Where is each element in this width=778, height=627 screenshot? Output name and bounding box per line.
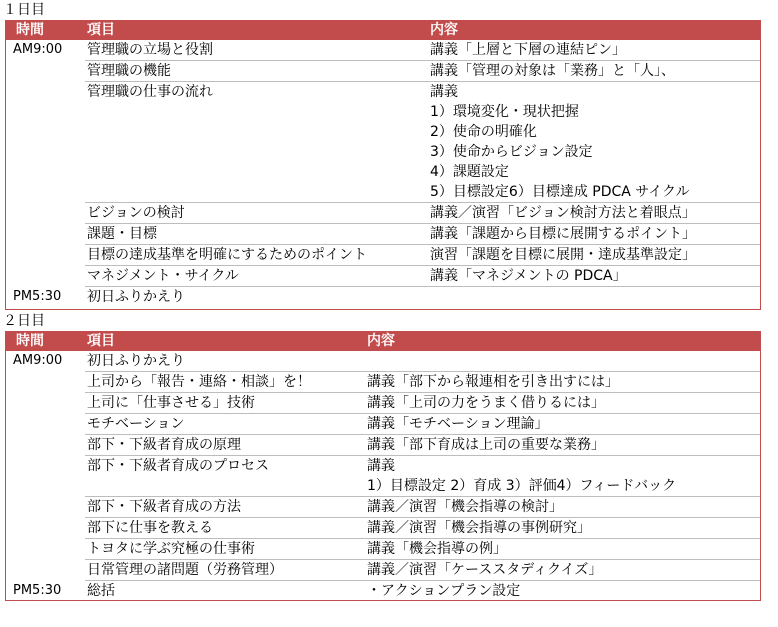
table-row bbox=[6, 61, 760, 82]
time-cell: PM5:30 bbox=[13, 583, 62, 598]
content-line: 演習「課題を目標に展開・達成基準設定」 bbox=[430, 247, 696, 263]
content-cell bbox=[367, 539, 507, 559]
content-cell bbox=[367, 560, 602, 580]
header-time: 時間 bbox=[16, 22, 44, 38]
item-cell: 管理職の立場と役割 bbox=[87, 42, 213, 58]
day2-schedule-table bbox=[5, 331, 761, 601]
content-line: ・アクションプラン設定 bbox=[367, 583, 521, 599]
day1-table-header bbox=[6, 21, 760, 40]
time-cell: AM9:00 bbox=[13, 353, 63, 368]
day1-title: １日目 bbox=[3, 2, 45, 18]
content-line: 講義／演習「機会指導の検討」 bbox=[367, 499, 563, 515]
content-cell bbox=[367, 581, 520, 601]
item-cell: 部下・下級者育成の原理 bbox=[87, 437, 241, 453]
content-line: 3）使命からビジョン設定 bbox=[430, 144, 593, 160]
content-line: 講義／演習「機会指導の事例研究」 bbox=[367, 520, 591, 536]
item-cell: モチベーション bbox=[87, 416, 185, 432]
content-line: 講義「マネジメントの PDCA」 bbox=[430, 268, 627, 284]
day2-table-header bbox=[6, 332, 760, 351]
item-cell: 管理職の機能 bbox=[87, 63, 171, 79]
content-cell bbox=[367, 435, 605, 455]
content-line: 講義「課題から目標に展開するポイント」 bbox=[430, 226, 696, 242]
content-line: 2）使命の明確化 bbox=[430, 124, 537, 140]
content-line: 講義／演習「ビジョン検討方法と着眼点」 bbox=[430, 205, 696, 221]
item-cell: 部下に仕事を教える bbox=[87, 520, 213, 536]
content-cell bbox=[367, 518, 591, 538]
content-cell bbox=[430, 61, 675, 81]
table-row bbox=[6, 518, 760, 539]
content-cell bbox=[430, 266, 627, 286]
item-cell: 初日ふりかえり bbox=[87, 289, 185, 305]
header-content: 内容 bbox=[367, 333, 395, 349]
content-cell bbox=[367, 456, 676, 496]
content-cell bbox=[430, 203, 696, 223]
header-content: 内容 bbox=[430, 22, 458, 38]
table-row bbox=[6, 40, 760, 61]
content-line: 1）目標設定 2）育成 3）評価4）フィードバック bbox=[367, 478, 677, 494]
item-cell: 初日ふりかえり bbox=[87, 353, 185, 369]
content-cell bbox=[367, 393, 605, 413]
header-item: 項目 bbox=[87, 22, 115, 38]
content-cell bbox=[430, 245, 696, 265]
day2-title: ２日目 bbox=[3, 313, 45, 329]
content-line: 講義／演習「ケーススタディクイズ」 bbox=[367, 562, 603, 578]
content-cell bbox=[367, 372, 619, 392]
content-cell bbox=[430, 224, 696, 244]
content-line: 講義 bbox=[367, 458, 395, 474]
content-line: 講義「上司の力をうまく借りるには」 bbox=[367, 395, 605, 411]
item-cell: 管理職の仕事の流れ bbox=[87, 84, 213, 100]
table-row bbox=[6, 287, 760, 308]
content-line: 5）目標設定6）目標達成 PDCA サイクル bbox=[430, 184, 690, 200]
table-row bbox=[6, 539, 760, 560]
content-cell bbox=[367, 414, 548, 434]
table-row bbox=[6, 82, 760, 203]
item-cell: 上司に「仕事させる」技術 bbox=[87, 395, 255, 411]
content-line: 講義「部下育成は上司の重要な業務」 bbox=[367, 437, 605, 453]
table-row bbox=[6, 224, 760, 245]
item-cell: 部下・下級者育成のプロセス bbox=[87, 458, 269, 474]
content-line: 4）課題設定 bbox=[430, 164, 509, 180]
content-line: 講義「上層と下層の連結ピン」 bbox=[430, 42, 626, 58]
day1-schedule-table bbox=[5, 20, 761, 310]
table-row bbox=[6, 497, 760, 518]
table-row bbox=[6, 393, 760, 414]
table-row bbox=[6, 560, 760, 581]
content-line: 講義「モチベーション理論」 bbox=[367, 416, 549, 432]
time-cell: AM9:00 bbox=[13, 42, 63, 57]
table-row bbox=[6, 245, 760, 266]
content-line: 講義「部下から報連相を引き出すには」 bbox=[367, 374, 619, 390]
content-line: 講義「管理の対象は「業務」と「人」、 bbox=[430, 63, 675, 79]
item-cell: 部下・下級者育成の方法 bbox=[87, 499, 241, 515]
table-row bbox=[6, 372, 760, 393]
item-cell: 課題・目標 bbox=[87, 226, 157, 242]
content-cell bbox=[430, 82, 690, 202]
content-cell bbox=[430, 40, 626, 60]
item-cell: マネジメント・サイクル bbox=[87, 268, 239, 284]
item-cell: トヨタに学ぶ究極の仕事術 bbox=[87, 541, 255, 557]
table-row bbox=[6, 581, 760, 602]
table-row bbox=[6, 203, 760, 224]
item-cell: 上司から「報告・連絡・相談」を！ bbox=[87, 374, 311, 390]
item-cell: ビジョンの検討 bbox=[87, 205, 185, 221]
content-line: 1）環境変化・現状把握 bbox=[430, 104, 579, 120]
item-cell: 総括 bbox=[87, 583, 115, 599]
header-time: 時間 bbox=[16, 333, 44, 349]
content-line: 講義「機会指導の例」 bbox=[367, 541, 507, 557]
content-line: 講義 bbox=[430, 84, 458, 100]
table-row bbox=[6, 435, 760, 456]
content-cell bbox=[367, 497, 563, 517]
table-row bbox=[6, 456, 760, 497]
item-cell: 目標の達成基準を明確にするためのポイント bbox=[87, 247, 367, 263]
table-row bbox=[6, 266, 760, 287]
table-row bbox=[6, 351, 760, 372]
time-cell: PM5:30 bbox=[13, 289, 62, 304]
table-row bbox=[6, 414, 760, 435]
item-cell: 日常管理の諸問題（労務管理） bbox=[87, 562, 283, 578]
header-item: 項目 bbox=[87, 333, 115, 349]
